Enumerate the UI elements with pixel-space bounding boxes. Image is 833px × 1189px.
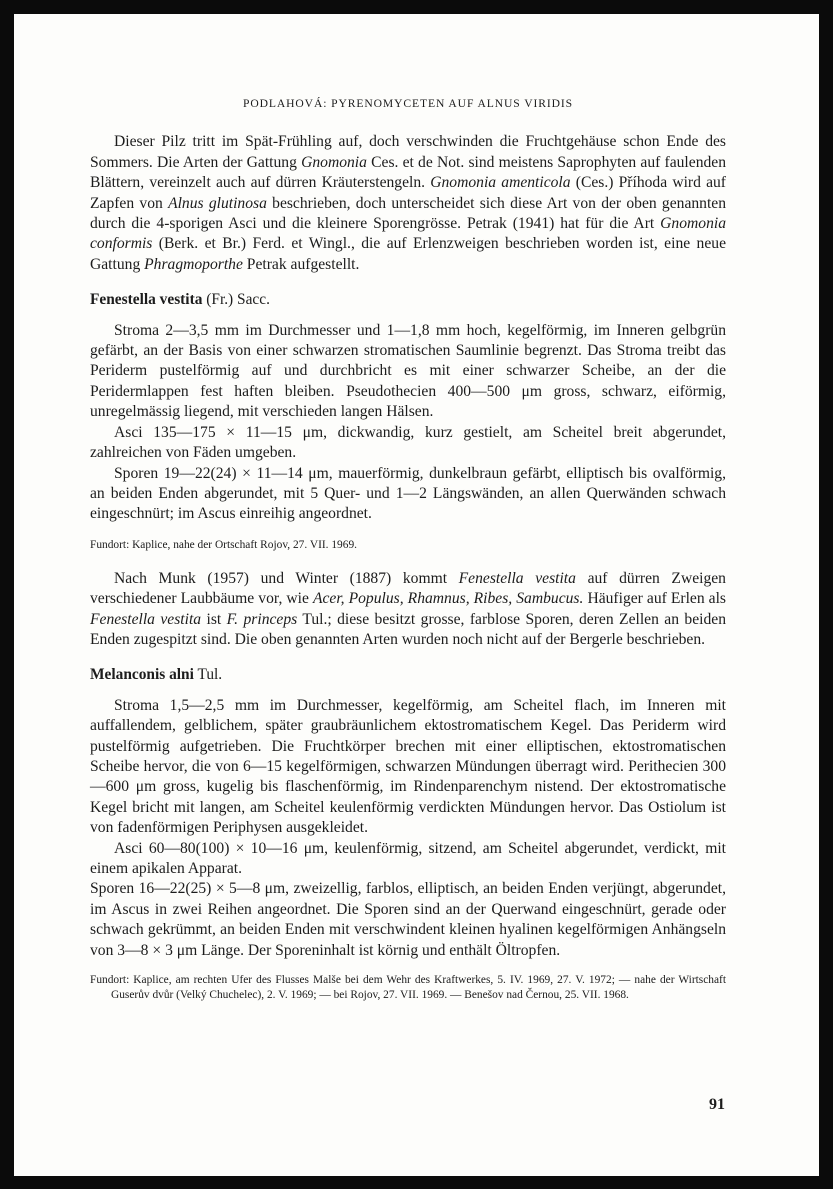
- species-heading-melanconis: [90, 665, 726, 685]
- intro-text-6: Petrak aufgestellt.: [242, 255, 360, 273]
- intro-text-4: beschrieben, doch unterscheidet sich diese Art von der oben genannten durch die 4-sporigen Asci und die kleinere Sporengrösse. Petrak (1941) hat für die Art: [90, 194, 727, 233]
- taxon-name: Acer, Populus, Rhamnus, Ribes, Sambucus.: [312, 590, 584, 608]
- page-content: [90, 94, 726, 1003]
- intro-text-1: Dieser Pilz tritt im Spät-Frühling auf, doch verschwinden die Fruchtgehäuse schon Ende des Sommers. Die Arten der Gattung: [90, 133, 726, 171]
- page-sheet: [14, 14, 819, 1176]
- intro-text-2: Ces. et de Not. sind meistens Saprophyten auf faulenden Blättern, vereinzelt auch auf dürren Kräuterstengeln.: [90, 153, 726, 192]
- fenestella-note: [90, 569, 726, 651]
- melanconis-stroma: Stroma 1,5—2,5 mm im Durchmesser, kegelförmig, am Scheitel flach, im Inneren mit auffallendem, gelblichem, später graubräunlichem ektostromatischem Kegel. Das Periderm wird pustelförmig aufgetrieben. Die Fruchtkörper brechen mit einer elliptischen, ektostromatischen Scheibe hervor, die von 6—15 kegelförmigen, schwarzen Mündungen überragt wird. Perithecien 300—600 μm gross, kugelig bis flaschenförmig, im Rindenparenchym nistend. Der ektostromatische Kegel bricht mit langen, am Scheitel keulenförmig verdickten Mündungen hervor. Das Ostiolum ist von fadenförmigen Periphysen ausgekleidet.: [90, 696, 726, 837]
- fenestella-fundort: Fundort: Kaplice, nahe der Ortschaft Rojov, 27. VII. 1969.: [90, 538, 357, 551]
- taxon-name: Alnus glutinosa: [168, 194, 267, 212]
- taxon-name: Gnomonia: [301, 153, 367, 171]
- taxon-name: F. princeps: [226, 610, 298, 628]
- melanconis-asci: Asci 60—80(100) × 10—16 μm, keulenförmig, sitzend, am Scheitel abgerundet, verdickt, mit einem apikalen Apparat.: [90, 839, 726, 877]
- intro-text-3: (Ces.) Příhoda wird auf Zapfen von: [90, 174, 726, 212]
- running-head: PODLAHOVÁ: PYRENOMYCETEN AUF ALNUS VIRIDIS: [242, 97, 574, 110]
- melanconis-sporen: Sporen 16—22(25) × 5—8 μm, zweizellig, farblos, elliptisch, an beiden Enden verjüngt, abgerundet, im Ascus in zwei Reihen angeordnet. Die Sporen sind an der Querwand eingeschnürt, gerade oder schwach gekrümmt, an beiden Enden mit verschwindent kleinen hyalinen kegelförmigen Anhängseln von 3—8 × 3 μm Länge. Der Sporeninhalt ist körnig und enthält Öltropfen.: [90, 880, 726, 959]
- page-number: 91: [709, 1096, 725, 1113]
- species-heading-fenestella: [90, 290, 726, 310]
- note-text-5: Tul.; diese besitzt grosse, farblose Sporen, deren Zellen an beiden Enden zugespitzt sind. Die oben genannten Arten wurden noch nicht auf der Bergerle beschrieben.: [90, 610, 726, 648]
- taxon-name: Fenestella vestita: [90, 610, 202, 628]
- species-authority: (Fr.) Sacc.: [202, 291, 270, 309]
- note-text-1: Nach Munk (1957) und Winter (1887) kommt: [114, 569, 459, 587]
- note-text-3: Häufiger auf Erlen als: [583, 590, 726, 608]
- note-text-2: auf dürren Zweigen verschiedener Laubbäume vor, wie: [90, 569, 726, 608]
- species-name: Fenestella vestita: [90, 291, 203, 309]
- intro-text-5: (Berk. et Br.) Ferd. et Wingl., die auf Erlenzweigen beschrieben worden ist, eine neue Gattung: [90, 235, 726, 273]
- taxon-name: Gnomonia conformis: [90, 215, 726, 253]
- species-authority: Tul.: [193, 666, 223, 684]
- note-text-4: ist: [201, 610, 227, 628]
- taxon-name: Gnomonia amenticola: [430, 174, 571, 192]
- fenestella-stroma: Stroma 2—3,5 mm im Durchmesser und 1—1,8 mm hoch, kegelförmig, im Inneren gelbgrün gefärbt, an der Basis von einer schwarzen stromatischen Saumlinie begrenzt. Das Stroma treibt das Periderm pustelförmig auf und durchbricht es mit einer schwarzer Scheibe, an der die Peridermlappen fest haften bleiben. Pseudothecien 400—500 μm gross, schwarz, eiförmig, unregelmässig liegend, mit verschieden langen Hälsen.: [90, 321, 726, 421]
- intro-paragraph: [90, 132, 726, 275]
- species-name: Melanconis alni: [90, 666, 194, 684]
- fenestella-asci: Asci 135—175 × 11—15 μm, dickwandig, kurz gestielt, am Scheitel breit abgerundet, zahlreichen von Fäden umgeben.: [90, 423, 726, 462]
- fenestella-sporen: Sporen 19—22(24) × 11—14 μm, mauerförmig, dunkelbraun gefärbt, elliptisch bis ovalförmig, an beiden Enden abgerundet, mit 5 Quer- und 1—2 Längswänden, an allen Querwänden schwach eingeschnürt; im Ascus einreihig angeordnet.: [90, 464, 726, 523]
- melanconis-fundort: Fundort: Kaplice, am rechten Ufer des Flusses Malše bei dem Wehr des Kraftwerkes, 5. IV. 1969, 27. V. 1972; — nahe der Wirtschaft Guserův dvůr (Velký Chuchelec), 2. V. 1969; — bei Rojov, 27. VII. 1969. — Benešov nad Černou, 25. VII. 1968.: [90, 974, 726, 1002]
- taxon-name: Fenestella vestita: [458, 569, 576, 587]
- taxon-name: Phragmoporthe: [144, 255, 243, 273]
